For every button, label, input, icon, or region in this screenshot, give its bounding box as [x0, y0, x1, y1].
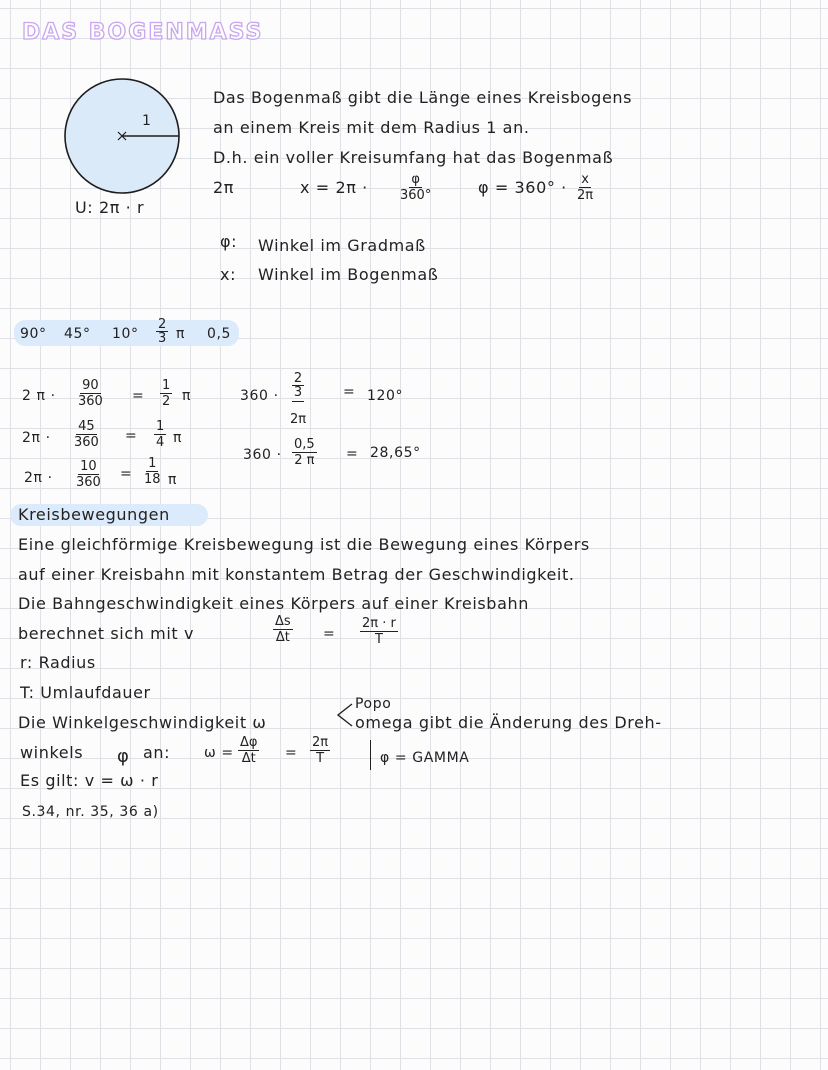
- formula-phi-lhs: φ = 360° ·: [478, 178, 567, 197]
- separator-line: [370, 740, 371, 770]
- deg1-den: 2π: [290, 412, 307, 427]
- conv2-equals: =: [125, 428, 138, 444]
- conv2-result: [154, 419, 166, 450]
- conv3-result: [142, 456, 163, 487]
- conv2-result-num: 1: [156, 419, 165, 434]
- deg1-equals: =: [343, 384, 356, 400]
- legend-x-text: Winkel im Bogenmaß: [258, 265, 439, 284]
- two-pi-value: 2π: [213, 178, 235, 197]
- omega2-fraction: [310, 735, 330, 766]
- conv3-num: 10: [80, 459, 97, 474]
- conv3-lhs: 2π ·: [24, 470, 53, 486]
- v-num: Δs: [275, 614, 291, 629]
- conv1-den: 360: [78, 394, 103, 409]
- conv1-result-den: 2: [162, 394, 171, 409]
- deg1-lhs: 360 ·: [240, 388, 279, 404]
- conv2-num: 45: [78, 419, 95, 434]
- v-equals: =: [323, 626, 336, 642]
- omega-equals: =: [285, 745, 298, 761]
- intro-line-3: D.h. ein voller Kreisumfang hat das Bogenmaß: [213, 148, 614, 167]
- formula-phi-num: x: [581, 172, 589, 187]
- conv3-fraction: [74, 459, 103, 490]
- unit-circle-diagram: [60, 76, 184, 200]
- section-heading: Kreisbewegungen: [18, 505, 170, 524]
- value-05: 0,5: [207, 326, 232, 342]
- intro-line-1: Das Bogenmaß gibt die Länge eines Kreisbogens: [213, 88, 633, 107]
- page-title: DAS BOGENMASS: [22, 20, 264, 45]
- es-gilt-formula: Es gilt: v = ω · r: [20, 771, 159, 790]
- kreis-line-1: Eine gleichförmige Kreisbewegung ist die Bewegung eines Körpers: [18, 535, 590, 554]
- deg2-den: 2 π: [294, 453, 315, 468]
- legend-phi-symbol: φ:: [220, 232, 238, 251]
- circumference-formula: U: 2π · r: [75, 198, 145, 217]
- value-90: 90°: [20, 326, 47, 342]
- formula-phi-den: 2π: [577, 188, 594, 203]
- conv3-equals: =: [120, 466, 133, 482]
- period-definition: T: Umlaufdauer: [20, 683, 151, 702]
- kreis-line-2: auf einer Kreisbahn mit konstantem Betrag der Geschwindigkeit.: [18, 565, 575, 584]
- kreis-line-4: berechnet sich mit v: [18, 624, 195, 643]
- value-two-thirds: [156, 318, 168, 345]
- formula-x-num: φ: [411, 172, 420, 187]
- omega2-num: 2π: [312, 735, 329, 750]
- winkels-label: winkels: [20, 743, 84, 762]
- conv1-num: 90: [82, 378, 99, 393]
- conv1-pi: π: [182, 388, 192, 404]
- v2-den: T: [374, 632, 383, 647]
- value-10: 10°: [112, 326, 139, 342]
- legend-x-symbol: x:: [220, 265, 237, 284]
- legend-phi-text: Winkel im Gradmaß: [258, 236, 426, 255]
- conv1-result-num: 1: [162, 378, 171, 393]
- v2-num: 2π · r: [362, 616, 396, 631]
- conv1-fraction: [76, 378, 105, 409]
- omega-lhs: ω =: [204, 745, 234, 761]
- conv1-equals: =: [132, 388, 145, 404]
- value-two-thirds-num: 2: [158, 317, 167, 332]
- formula-x-lhs: x = 2π ·: [300, 178, 368, 197]
- tasks-reference: S.34, nr. 35, 36 a): [22, 804, 159, 820]
- value-two-thirds-den: 3: [158, 331, 167, 346]
- gamma-note: φ = GAMMA: [380, 750, 470, 766]
- branch-arrow-icon: [334, 702, 354, 728]
- deg2-lhs: 360 ·: [243, 447, 282, 463]
- v-fraction: [273, 614, 293, 645]
- deg2-fraction: [292, 437, 317, 468]
- deg1-inner-num: 2: [293, 371, 303, 386]
- conv2-pi: π: [173, 430, 183, 446]
- deg1-result: 120°: [367, 388, 404, 404]
- deg2-num: 0,5: [294, 437, 315, 452]
- conv3-pi: π: [168, 472, 178, 488]
- conv1-lhs: 2 π ·: [22, 388, 56, 404]
- radius-definition: r: Radius: [20, 653, 96, 672]
- phi-symbol: φ: [117, 746, 130, 767]
- omega-rest: omega gibt die Änderung des Dreh-: [355, 713, 662, 732]
- omega-line: Die Winkelgeschwindigkeit ω: [18, 713, 267, 732]
- conv2-lhs: 2π ·: [22, 430, 51, 446]
- deg1-fraction: [290, 372, 306, 427]
- deg1-inner-den: 3: [293, 385, 303, 400]
- an-label: an:: [143, 743, 171, 762]
- formula-x-fraction: [398, 172, 433, 203]
- radius-label: 1: [142, 113, 152, 129]
- formula-phi-fraction: [575, 172, 595, 203]
- v-den: Δt: [275, 630, 290, 645]
- conv3-den: 360: [76, 475, 101, 490]
- omega-num: Δφ: [240, 735, 258, 750]
- conv2-den: 360: [74, 435, 99, 450]
- omega2-den: T: [316, 751, 325, 766]
- conv3-result-den: 18: [144, 472, 161, 487]
- kreis-line-3: Die Bahngeschwindigkeit eines Körpers auf einer Kreisbahn: [18, 594, 529, 613]
- formula-x-den: 360°: [400, 188, 432, 203]
- value-pi: π: [176, 326, 186, 342]
- deg2-result: 28,65°: [370, 445, 421, 461]
- value-45: 45°: [64, 326, 91, 342]
- deg1-inner-fraction: [292, 372, 304, 402]
- conv2-fraction: [72, 419, 101, 450]
- deg2-equals: =: [346, 446, 359, 462]
- conv1-result: [160, 378, 172, 409]
- conv3-result-num: 1: [148, 456, 157, 471]
- omega-fraction: [238, 735, 259, 766]
- conv2-result-den: 4: [156, 435, 165, 450]
- omega-den: Δt: [241, 751, 256, 766]
- popo-note: Popo: [355, 696, 392, 712]
- v2-fraction: [360, 616, 398, 647]
- intro-line-2: an einem Kreis mit dem Radius 1 an.: [213, 118, 530, 137]
